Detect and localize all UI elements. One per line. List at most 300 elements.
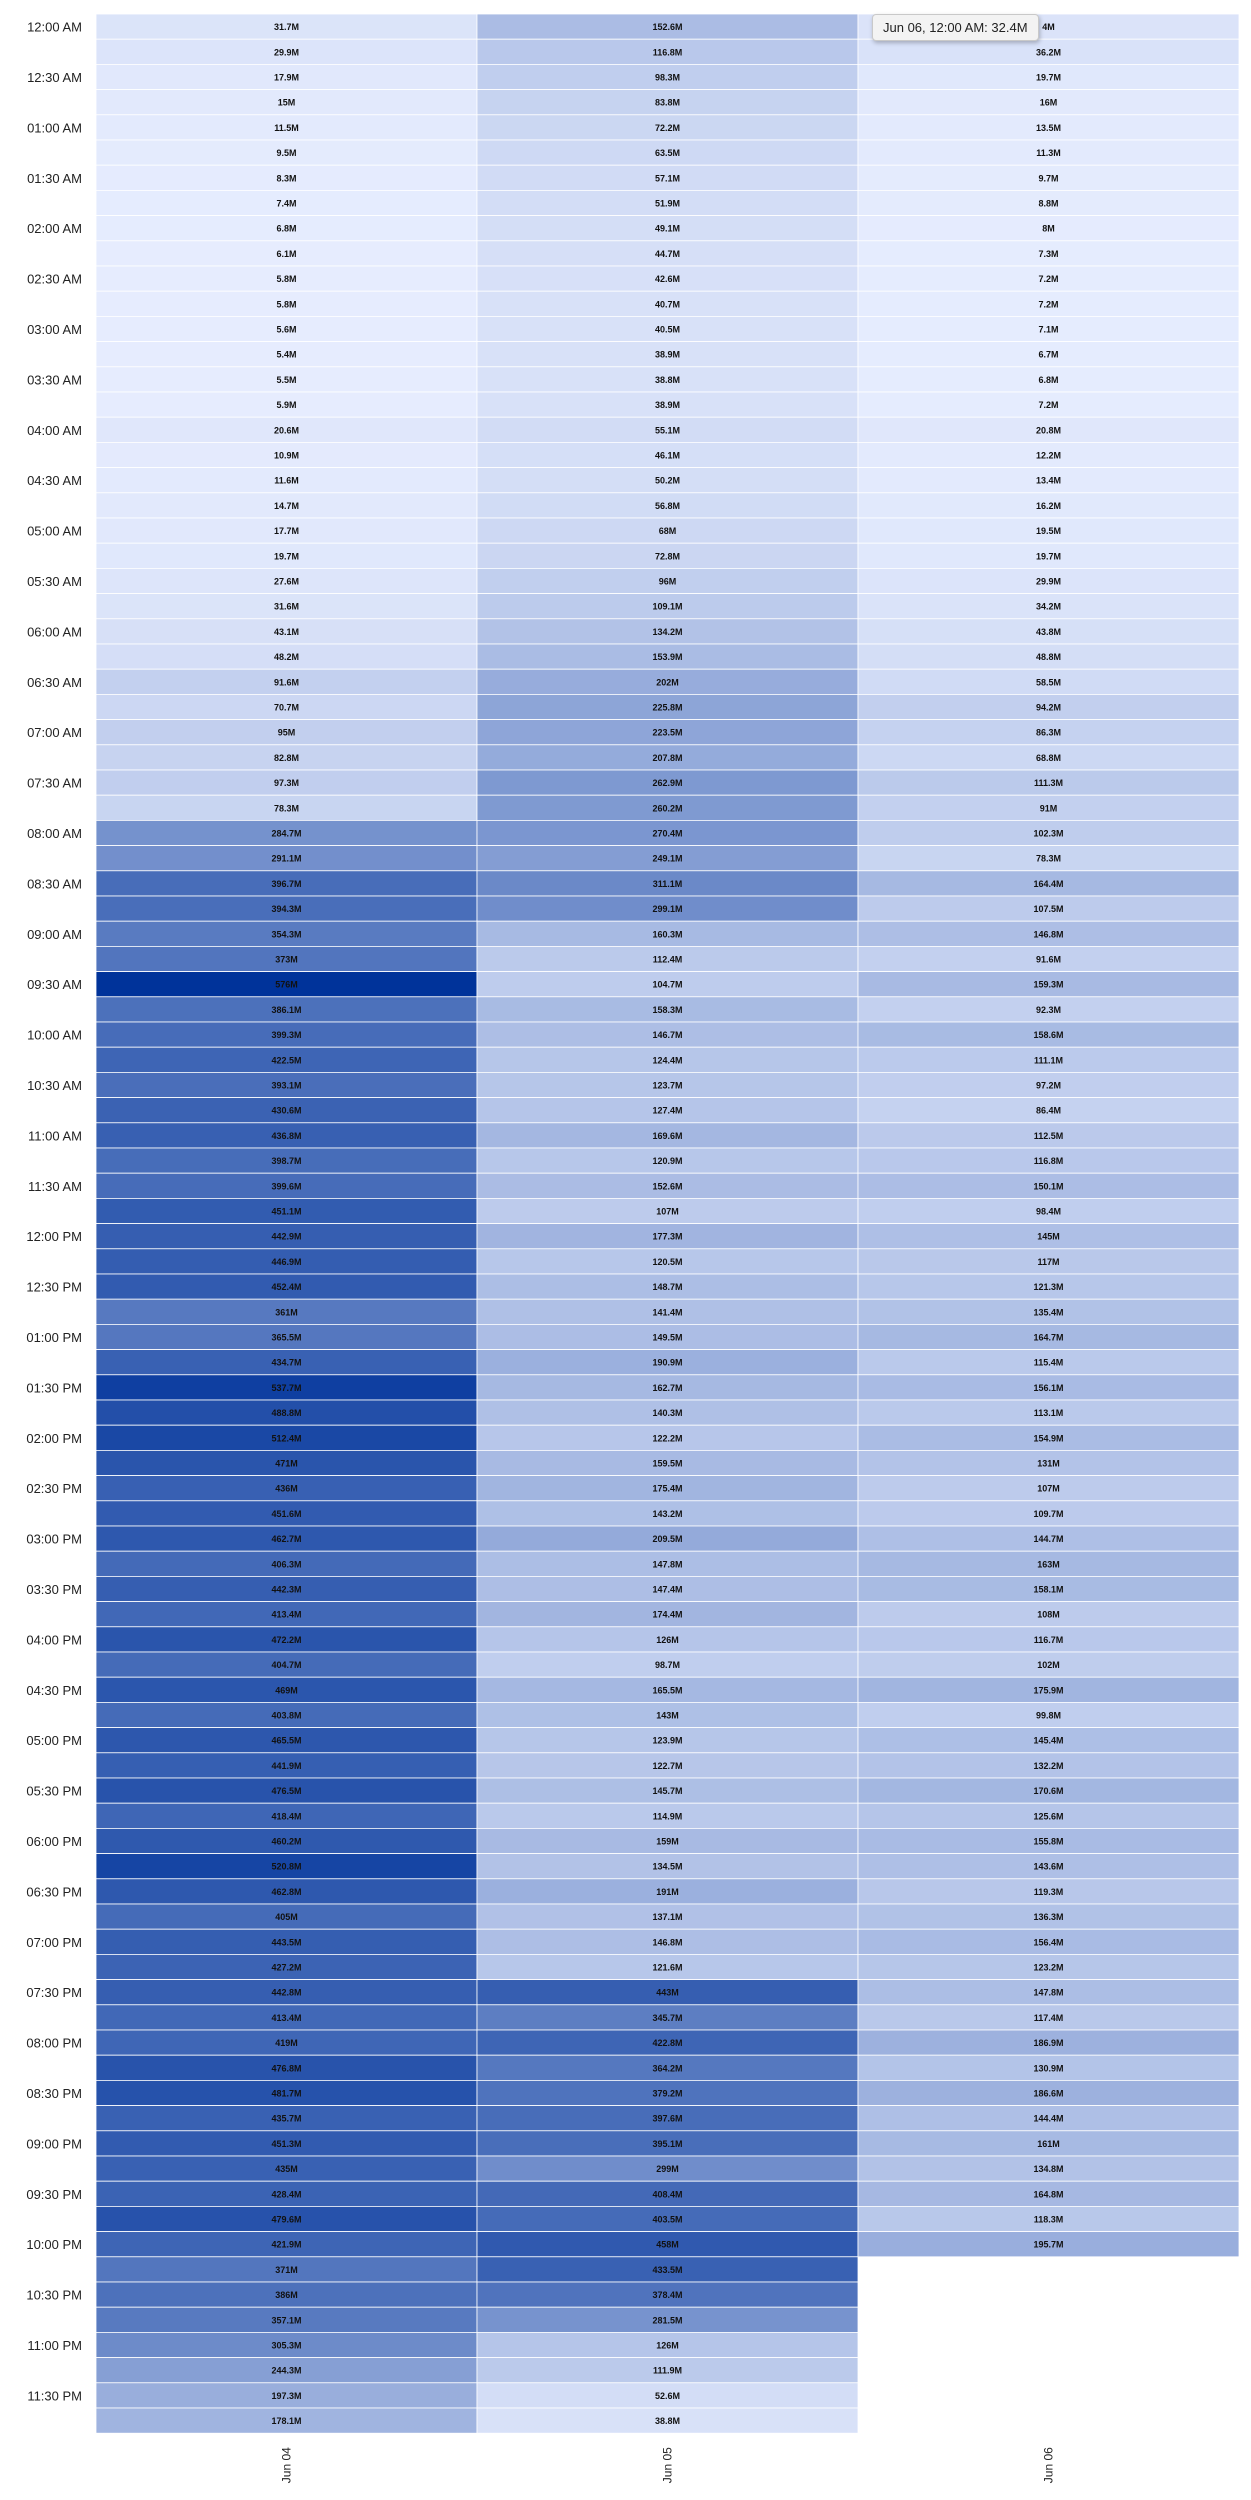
cell-value-label: 149.5M: [652, 1332, 683, 1343]
cell-value-label: 170.6M: [1033, 1786, 1064, 1797]
cell-value-label: 137.1M: [652, 1912, 683, 1923]
cell-value-label: 153.9M: [652, 652, 683, 663]
cell-value-label: 78.3M: [273, 803, 300, 814]
cell-value-label: 146.8M: [652, 1937, 683, 1948]
cell-value-label: 72.2M: [654, 122, 681, 133]
cell-value-label: 134.2M: [652, 626, 683, 637]
cell-value-label: 7.3M: [1038, 248, 1059, 259]
cell-value-label: 83.8M: [654, 97, 681, 108]
cell-value-label: 403.5M: [652, 2214, 683, 2225]
cell-value-label: 147.8M: [1033, 1987, 1064, 1998]
cell-value-label: 99.8M: [1035, 1710, 1062, 1721]
cell-value-label: 125.6M: [1033, 1811, 1064, 1822]
cell-value-label: 51.9M: [654, 198, 681, 209]
cell-value-label: 7.2M: [1038, 400, 1059, 411]
cell-value-label: 451.3M: [271, 2138, 302, 2149]
cell-value-label: 46.1M: [654, 450, 681, 461]
cell-value-label: 5.6M: [276, 324, 297, 335]
y-tick-label: 09:30 AM: [27, 977, 82, 993]
cell-value-label: 115.4M: [1033, 1357, 1064, 1368]
cell-value-label: 156.1M: [1033, 1382, 1064, 1393]
cell-value-label: 177.3M: [652, 1231, 683, 1242]
cell-value-label: 107M: [1037, 1483, 1060, 1494]
y-tick-label: 05:00 AM: [27, 523, 82, 539]
cell-value-label: 7.2M: [1038, 274, 1059, 285]
cell-value-label: 223.5M: [652, 727, 683, 738]
cell-value-label: 86.3M: [1035, 727, 1062, 738]
y-tick-label: 07:00 PM: [26, 1934, 82, 1950]
cell-value-label: 396.7M: [271, 878, 302, 889]
cell-value-label: 163M: [1037, 1559, 1060, 1570]
y-tick-label: 03:00 AM: [27, 322, 82, 337]
cell-value-label: 357.1M: [271, 2315, 302, 2326]
cell-value-label: 472.2M: [271, 1634, 302, 1645]
cell-value-label: 145M: [1037, 1231, 1060, 1242]
cell-value-label: 57.1M: [654, 173, 681, 184]
cell-value-label: 126M: [656, 2340, 679, 2351]
cell-value-label: 537.7M: [271, 1382, 302, 1393]
cell-value-label: 120.5M: [652, 1256, 683, 1267]
cell-value-label: 123.2M: [1033, 1962, 1064, 1973]
cell-value-label: 488.8M: [271, 1408, 302, 1419]
cell-value-label: 27.6M: [273, 576, 300, 587]
y-tick-label: 12:00 PM: [26, 1229, 82, 1245]
cell-value-label: 11.3M: [1036, 148, 1061, 159]
cell-value-label: 91M: [1039, 803, 1058, 814]
cell-value-label: 70.7M: [273, 702, 300, 713]
cell-value-label: 17.9M: [273, 72, 300, 83]
cell-value-label: 345.7M: [652, 2012, 683, 2023]
cell-value-label: 29.9M: [273, 47, 300, 58]
y-tick-label: 08:30 PM: [26, 2086, 82, 2101]
cell-value-label: 36.2M: [1035, 47, 1062, 58]
cell-value-label: 169.6M: [652, 1130, 683, 1141]
y-tick-label: 10:30 PM: [26, 2287, 82, 2303]
cell-value-label: 72.8M: [654, 551, 681, 562]
cell-value-label: 244.3M: [271, 2365, 302, 2376]
y-tick-label: 10:00 PM: [26, 2237, 82, 2253]
cell-value-label: 143.6M: [1033, 1861, 1064, 1872]
cell-value-label: 102.3M: [1033, 828, 1064, 839]
cell-value-label: 291.1M: [271, 853, 302, 864]
cell-value-label: 161M: [1037, 2138, 1060, 2149]
cell-value-label: 107.5M: [1033, 904, 1064, 915]
cell-value-label: 476.5M: [271, 1786, 302, 1797]
y-tick-label: 06:00 AM: [27, 624, 82, 640]
cell-value-label: 397.6M: [652, 2113, 683, 2124]
y-tick-label: 06:00 PM: [26, 1834, 82, 1849]
cell-value-label: 68.8M: [1035, 752, 1062, 763]
cell-value-label: 479.6M: [271, 2214, 302, 2225]
cell-value-label: 97.2M: [1035, 1080, 1062, 1091]
y-tick-label: 09:00 AM: [27, 926, 82, 942]
cell-value-label: 38.8M: [654, 2416, 681, 2427]
cell-value-label: 160.3M: [652, 929, 683, 940]
cell-value-label: 471M: [275, 1458, 298, 1469]
cell-value-label: 354.3M: [271, 929, 302, 940]
cell-value-label: 10.9M: [273, 450, 300, 461]
cell-value-label: 122.7M: [652, 1760, 683, 1771]
cell-value-label: 190.9M: [652, 1357, 683, 1368]
cell-value-label: 38.9M: [654, 349, 681, 360]
cell-value-label: 127.4M: [652, 1105, 683, 1116]
cell-value-label: 38.9M: [654, 400, 681, 411]
y-tick-label: 07:30 PM: [26, 1985, 82, 2001]
cell-value-label: 5.5M: [276, 374, 297, 385]
cell-value-label: 12.2M: [1035, 450, 1062, 461]
cell-value-label: 98.7M: [654, 1660, 681, 1671]
cell-value-label: 20.8M: [1035, 425, 1062, 436]
cell-value-label: 144.7M: [1033, 1534, 1064, 1545]
cell-value-label: 68M: [658, 526, 677, 537]
cell-value-label: 126M: [656, 1634, 679, 1645]
cell-value-label: 82.8M: [273, 752, 300, 763]
cell-value-label: 14.7M: [273, 500, 300, 511]
y-tick-label: 03:30 PM: [26, 1582, 82, 1597]
cell-value-label: 249.1M: [652, 853, 683, 864]
cell-value-label: 134.8M: [1033, 2164, 1064, 2175]
cell-value-label: 4M: [1042, 22, 1055, 33]
cell-value-label: 146.7M: [652, 1030, 683, 1041]
cell-value-label: 123.9M: [652, 1735, 683, 1746]
cell-value-label: 202M: [656, 677, 679, 688]
cell-value-label: 443.5M: [271, 1937, 302, 1948]
cell-value-label: 311.1M: [652, 878, 683, 889]
y-tick-label: 09:30 PM: [26, 2186, 82, 2202]
cell-value-label: 134.5M: [652, 1861, 683, 1872]
cell-value-label: 379.2M: [652, 2088, 683, 2099]
cell-value-label: 305.3M: [271, 2340, 302, 2351]
cell-value-label: 42.6M: [654, 274, 681, 285]
y-tick-label: 02:00 AM: [27, 221, 82, 237]
cell-value-label: 117.4M: [1033, 2012, 1064, 2023]
cell-value-label: 175.9M: [1033, 1685, 1064, 1696]
y-tick-label: 12:00 AM: [27, 19, 82, 35]
cell-value-label: 469M: [275, 1685, 298, 1696]
cell-value-label: 5.8M: [276, 299, 297, 310]
cell-value-label: 162.7M: [652, 1382, 683, 1393]
cell-value-label: 15M: [277, 97, 296, 108]
cell-value-label: 446.9M: [271, 1256, 302, 1267]
cell-value-label: 135.4M: [1033, 1307, 1064, 1318]
cell-value-label: 40.5M: [654, 324, 681, 335]
cell-value-label: 422.8M: [652, 2038, 683, 2049]
y-tick-label: 05:30 PM: [26, 1783, 82, 1799]
cell-value-label: 451.1M: [271, 1206, 302, 1217]
y-tick-label: 06:30 AM: [27, 674, 82, 690]
y-tick-label: 04:30 AM: [27, 473, 82, 489]
cell-value-label: 284.7M: [271, 828, 302, 839]
cell-value-label: 136.3M: [1033, 1912, 1064, 1923]
cell-value-label: 191M: [656, 1886, 679, 1897]
y-tick-label: 05:00 PM: [26, 1733, 82, 1749]
x-tick-label: Jun 06: [1041, 2447, 1056, 2484]
y-tick-label: 05:30 AM: [27, 574, 82, 589]
cell-value-label: 158.3M: [652, 1004, 683, 1015]
cell-value-label: 435M: [275, 2164, 298, 2175]
cell-value-label: 50.2M: [654, 475, 681, 486]
cell-value-label: 7.1M: [1038, 324, 1059, 335]
y-tick-label: 07:30 AM: [27, 775, 82, 791]
cell-value-label: 5.9M: [276, 400, 297, 411]
cell-value-label: 112.5M: [1033, 1130, 1064, 1141]
cell-value-label: 156.4M: [1033, 1937, 1064, 1948]
cell-value-label: 113.1M: [1033, 1408, 1064, 1419]
y-tick-label: 01:00 PM: [26, 1330, 82, 1345]
cell-value-label: 451.6M: [271, 1508, 302, 1519]
cell-value-label: 11.6M: [274, 475, 299, 486]
cell-value-label: 111.3M: [1033, 778, 1064, 789]
cell-value-label: 152.6M: [652, 1181, 683, 1192]
cell-value-label: 405M: [275, 1912, 298, 1923]
y-tick-label: 11:30 AM: [28, 1178, 82, 1194]
y-tick-label: 08:30 AM: [27, 876, 82, 892]
cell-value-label: 116.8M: [1033, 1156, 1064, 1167]
cell-value-label: 17.7M: [273, 526, 300, 537]
cell-value-label: 433.5M: [652, 2264, 683, 2275]
cell-value-label: 145.4M: [1033, 1735, 1064, 1746]
cell-value-label: 419M: [275, 2038, 298, 2049]
cell-value-label: 19.7M: [273, 551, 300, 562]
cell-value-label: 165.5M: [652, 1685, 683, 1696]
cell-value-label: 13.5M: [1035, 122, 1062, 133]
y-tick-label: 12:30 PM: [26, 1279, 82, 1295]
y-tick-label: 11:30 PM: [27, 2388, 82, 2404]
cell-value-label: 141.4M: [652, 1307, 683, 1318]
cell-value-label: 6.1M: [276, 248, 297, 259]
cell-value-label: 121.3M: [1033, 1282, 1064, 1293]
cell-value-label: 436M: [275, 1483, 298, 1494]
cell-value-label: 29.9M: [1035, 576, 1062, 587]
cell-value-label: 131M: [1037, 1458, 1060, 1469]
cell-value-label: 48.2M: [273, 652, 300, 663]
cell-value-label: 111.9M: [652, 2365, 683, 2376]
y-tick-label: 04:00 AM: [27, 422, 82, 438]
cell-value-label: 16M: [1039, 97, 1058, 108]
cell-value-label: 442.8M: [271, 1987, 302, 1998]
cell-value-label: 158.1M: [1033, 1584, 1064, 1595]
cell-value-label: 441.9M: [271, 1760, 302, 1771]
cell-value-label: 102M: [1037, 1660, 1060, 1671]
cell-value-label: 119.3M: [1033, 1886, 1064, 1897]
cell-value-label: 31.6M: [273, 601, 300, 612]
cell-value-label: 121.6M: [652, 1962, 683, 1973]
cell-value-label: 147.4M: [652, 1584, 683, 1595]
y-tick-label: 03:30 AM: [27, 372, 82, 388]
cell-value-label: 164.4M: [1033, 878, 1064, 889]
cell-value-label: 262.9M: [652, 778, 683, 789]
y-tick-label: 10:00 AM: [27, 1027, 82, 1043]
cell-value-label: 9.7M: [1038, 173, 1059, 184]
cell-value-label: 16.2M: [1035, 500, 1062, 511]
cell-value-label: 114.9M: [652, 1811, 683, 1822]
cell-value-label: 104.7M: [652, 979, 683, 990]
y-tick-label: 10:30 AM: [27, 1078, 82, 1093]
cell-value-label: 130.9M: [1033, 2063, 1064, 2074]
cell-value-label: 9.5M: [276, 148, 297, 159]
cell-value-label: 49.1M: [654, 223, 681, 234]
cell-value-label: 413.4M: [271, 2012, 302, 2023]
cell-value-label: 146.8M: [1033, 929, 1064, 940]
cell-value-label: 164.8M: [1033, 2189, 1064, 2200]
cell-value-label: 20.6M: [273, 425, 300, 436]
cell-value-label: 197.3M: [271, 2390, 302, 2401]
cell-value-label: 109.1M: [652, 601, 683, 612]
cell-value-label: 403.8M: [271, 1710, 302, 1721]
cell-value-label: 95M: [277, 727, 296, 738]
cell-value-label: 7.2M: [1038, 299, 1059, 310]
hover-tooltip: Jun 06, 12:00 AM: 32.4M: [872, 14, 1039, 41]
cell-value-label: 209.5M: [652, 1534, 683, 1545]
cell-value-label: 442.9M: [271, 1231, 302, 1242]
y-tick-label: 02:30 AM: [27, 271, 82, 287]
y-tick-label: 04:30 PM: [26, 1682, 82, 1698]
cell-value-label: 94.2M: [1035, 702, 1062, 713]
y-tick-label: 08:00 AM: [27, 826, 82, 841]
cell-value-label: 393.1M: [271, 1080, 302, 1091]
y-tick-label: 02:30 PM: [26, 1481, 82, 1497]
cell-value-label: 7.4M: [276, 198, 297, 209]
cell-value-label: 371M: [275, 2264, 298, 2275]
cell-value-label: 148.7M: [652, 1282, 683, 1293]
cell-value-label: 399.3M: [271, 1030, 302, 1041]
cell-value-label: 427.2M: [271, 1962, 302, 1973]
cell-value-label: 98.4M: [1035, 1206, 1062, 1217]
cell-value-label: 398.7M: [271, 1156, 302, 1167]
x-tick-label: Jun 05: [660, 2447, 675, 2484]
cell-value-label: 40.7M: [654, 299, 681, 310]
cell-value-label: 147.8M: [652, 1559, 683, 1570]
cell-value-label: 122.2M: [652, 1433, 683, 1444]
y-tick-label: 07:00 AM: [27, 725, 82, 741]
cell-value-label: 48.8M: [1035, 652, 1062, 663]
cell-value-label: 178.1M: [271, 2416, 302, 2427]
cell-value-label: 195.7M: [1033, 2239, 1064, 2250]
cell-value-label: 299M: [656, 2164, 679, 2175]
cell-value-label: 55.1M: [654, 425, 681, 436]
cell-value-label: 11.5M: [274, 122, 299, 133]
cell-value-label: 143M: [656, 1710, 679, 1721]
cell-value-label: 86.4M: [1035, 1105, 1062, 1116]
cell-value-label: 43.1M: [273, 626, 300, 637]
y-tick-label: 06:30 PM: [26, 1884, 82, 1900]
cell-value-label: 8M: [1042, 223, 1055, 234]
cell-value-label: 92.3M: [1035, 1004, 1062, 1015]
cell-value-label: 143.2M: [652, 1508, 683, 1519]
cell-value-label: 386.1M: [271, 1004, 302, 1015]
cell-value-label: 364.2M: [652, 2063, 683, 2074]
cell-value-label: 428.4M: [271, 2189, 302, 2200]
y-tick-label: 12:30 AM: [27, 70, 82, 85]
cell-value-label: 394.3M: [271, 904, 302, 915]
cell-value-label: 109.7M: [1033, 1508, 1064, 1519]
cell-value-label: 123.7M: [652, 1080, 683, 1091]
cell-value-label: 174.4M: [652, 1609, 683, 1620]
cell-value-label: 145.7M: [652, 1786, 683, 1797]
cell-value-label: 361M: [275, 1307, 298, 1318]
cell-value-label: 421.9M: [271, 2239, 302, 2250]
cell-value-label: 159M: [656, 1836, 679, 1847]
y-tick-label: 11:00 PM: [27, 2338, 82, 2353]
cell-value-label: 118.3M: [1033, 2214, 1064, 2225]
cell-value-label: 56.8M: [654, 500, 681, 511]
cell-value-label: 97.3M: [273, 778, 300, 789]
y-tick-label: 11:00 AM: [28, 1128, 82, 1144]
cell-value-label: 44.7M: [654, 248, 681, 259]
x-tick-label: Jun 04: [279, 2447, 294, 2484]
cell-value-label: 120.9M: [652, 1156, 683, 1167]
cell-value-label: 408.4M: [652, 2189, 683, 2200]
cell-value-label: 418.4M: [271, 1811, 302, 1822]
cell-value-label: 207.8M: [652, 752, 683, 763]
y-tick-label: 02:00 PM: [26, 1430, 82, 1446]
cell-value-label: 8.3M: [276, 173, 297, 184]
cell-value-label: 111.1M: [1033, 1055, 1064, 1066]
cell-value-label: 175.4M: [652, 1483, 683, 1494]
cell-value-label: 413.4M: [271, 1609, 302, 1620]
cell-value-label: 442.3M: [271, 1584, 302, 1595]
cell-value-label: 116.7M: [1033, 1634, 1064, 1645]
cell-value-label: 520.8M: [271, 1861, 302, 1872]
cell-value-label: 404.7M: [271, 1660, 302, 1671]
cell-value-label: 152.6M: [652, 22, 683, 33]
y-tick-label: 09:00 PM: [26, 2136, 82, 2152]
cell-value-label: 43.8M: [1035, 626, 1062, 637]
cell-value-label: 19.7M: [1035, 551, 1062, 562]
cell-value-label: 460.2M: [271, 1836, 302, 1847]
cell-value-label: 462.8M: [271, 1886, 302, 1897]
cell-value-label: 299.1M: [652, 904, 683, 915]
cell-value-label: 91.6M: [273, 677, 300, 688]
cell-value-label: 225.8M: [652, 702, 683, 713]
cell-value-label: 373M: [275, 954, 298, 965]
cell-value-label: 462.7M: [271, 1534, 302, 1545]
cell-value-label: 386M: [275, 2290, 298, 2301]
cell-value-label: 443M: [656, 1987, 679, 1998]
cell-value-label: 406.3M: [271, 1559, 302, 1570]
cell-value-label: 434.7M: [271, 1357, 302, 1368]
cell-value-label: 117M: [1037, 1256, 1060, 1267]
x-axis-tick-labels: [280, 2447, 1056, 2483]
cell-value-label: 144.4M: [1033, 2113, 1064, 2124]
cell-value-label: 186.9M: [1033, 2038, 1064, 2049]
cell-value-label: 108M: [1037, 1609, 1060, 1620]
cell-value-label: 140.3M: [652, 1408, 683, 1419]
cell-value-label: 31.7M: [273, 22, 300, 33]
cell-value-label: 395.1M: [652, 2138, 683, 2149]
cell-value-label: 159.3M: [1033, 979, 1064, 990]
y-tick-label: 01:00 AM: [27, 120, 82, 136]
cell-value-label: 270.4M: [652, 828, 683, 839]
y-tick-label: 01:30 PM: [26, 1380, 82, 1396]
y-tick-label: 03:00 PM: [26, 1531, 82, 1547]
cell-value-label: 98.3M: [654, 72, 681, 83]
cell-value-label: 19.7M: [1035, 72, 1062, 83]
cell-value-label: 430.6M: [271, 1105, 302, 1116]
cell-value-label: 52.6M: [654, 2390, 681, 2401]
cell-value-label: 164.7M: [1033, 1332, 1064, 1343]
cell-value-label: 78.3M: [1035, 853, 1062, 864]
y-tick-label: 08:00 PM: [26, 2035, 82, 2051]
cell-value-label: 8.8M: [1038, 198, 1059, 209]
cell-value-label: 91.6M: [1035, 954, 1062, 965]
cell-value-label: 96M: [658, 576, 677, 587]
cell-value-label: 260.2M: [652, 803, 683, 814]
cell-value-label: 512.4M: [271, 1433, 302, 1444]
cell-value-label: 116.8M: [652, 47, 683, 58]
cell-value-label: 155.8M: [1033, 1836, 1064, 1847]
cell-value-label: 458M: [656, 2239, 679, 2250]
